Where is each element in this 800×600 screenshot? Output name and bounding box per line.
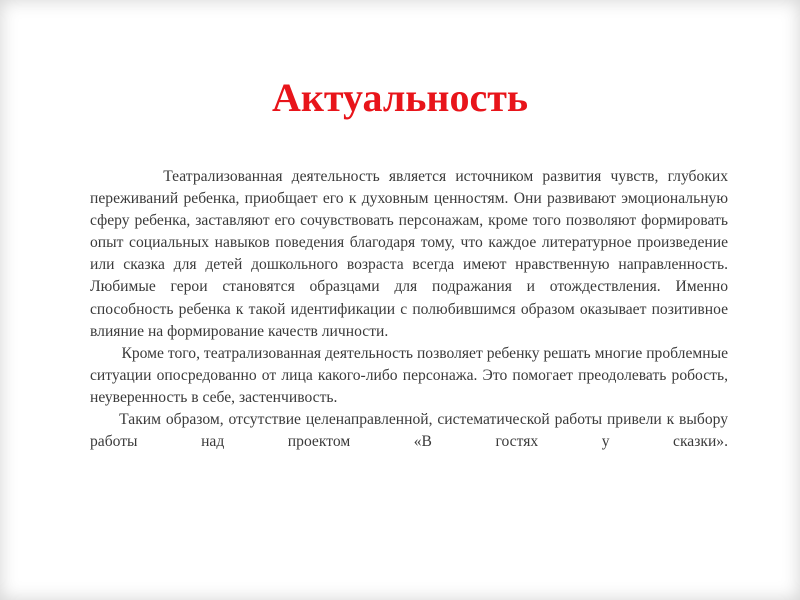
- body-paragraph-2: Кроме того, театрализованная деятельность позволяет ребенку решать многие проблемные ситуации опосредованно от лица какого-либо персонажа. Это помогает преодолевать робость, неуверенность в себе, застенчивость.: [90, 344, 732, 406]
- slide-body: [90, 166, 732, 453]
- body-paragraph-3: Таким образом, отсутствие целенаправленной, систематической работы привели к выбору работы над проектом «В гостях у сказки».: [90, 411, 732, 451]
- body-paragraph-1: Театрализованная деятельность является источником развития чувств, глубоких переживаний ребенка, приобщает его к духовным ценностям. Они развивают эмоциональную сферу ребенка, заставляют его сочувствовать персонажам, кроме того позволяют формировать опыт социальных навыков поведения благодаря тому, что каждое литературное произведение или сказка для детей дошкольного возраста всегда имеют нравственную направленность. Любимые герои становятся образцами для подражания и отождествления. Именно способность ребенка к такой идентификации с полюбившимся образом оказывает позитивное влияние на формирование качеств личности.: [90, 168, 732, 340]
- slide-title: Актуальность: [271, 75, 529, 120]
